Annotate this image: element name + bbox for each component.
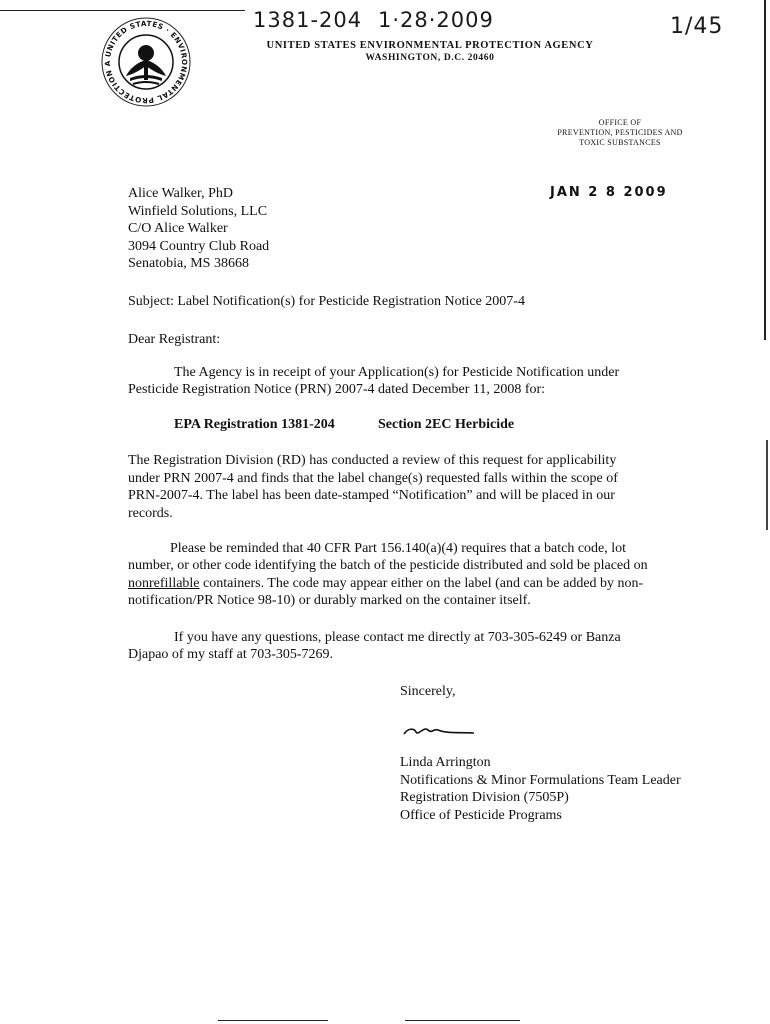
recipient-line: 3094 Country Club Road	[128, 238, 270, 254]
closing: Sincerely,	[400, 684, 456, 699]
paragraph-line: If you have any questions, please contact me directly at 703-305-6249 or Banza	[174, 630, 621, 645]
subject-line: Subject: Label Notification(s) for Pesticide Registration Notice 2007-4	[128, 294, 525, 309]
batch-code-paragraph	[128, 557, 648, 610]
epa-seal-logo	[100, 16, 192, 108]
agency-name: UNITED STATES ENVIRONMENTAL PROTECTION AGENCY	[266, 40, 594, 51]
handwritten-file-number: 1381-204	[253, 8, 363, 32]
paragraph-line: notification/PR Notice 98-10) or durably marked on the container itself.	[128, 593, 531, 608]
paragraph-line: The Agency is in receipt of your Application(s) for Pesticide Notification under	[174, 365, 620, 380]
scan-edge-line	[405, 1020, 520, 1021]
signer-title: Notifications & Minor Formulations Team Leader	[400, 772, 681, 788]
paragraph-line: Djapao of my staff at 703-305-7269.	[128, 647, 334, 662]
recipient-line: Winfield Solutions, LLC	[128, 203, 268, 219]
office-block	[520, 118, 720, 148]
recipient-address	[128, 185, 269, 273]
paragraph-line: records.	[128, 505, 173, 521]
office-line: PREVENTION, PESTICIDES AND	[557, 128, 683, 137]
product-name: Section 2EC Herbicide	[378, 417, 515, 432]
salutation: Dear Registrant:	[128, 332, 221, 347]
paragraph-text: containers. The code may appear either on the label (and can be added by non-	[199, 575, 644, 591]
registration-number: EPA Registration 1381-204	[174, 417, 335, 432]
paragraph-line: The Registration Division (RD) has conducted a review of this request for applicability	[128, 453, 617, 468]
paragraph-line: PRN-2007-4. The label has been date-stamped “Notification” and will be placed in our	[128, 488, 615, 503]
paragraph-line: under PRN 2007-4 and finds that the label change(s) requested falls within the scope of	[128, 470, 618, 486]
scan-edge-line	[766, 440, 768, 530]
paragraph-line: Pesticide Registration Notice (PRN) 2007-4 dated December 11, 2008 for:	[128, 382, 546, 397]
handwritten-signature	[398, 716, 478, 746]
scan-edge-line	[218, 1020, 328, 1021]
recipient-line: Alice Walker, PhD	[128, 186, 233, 201]
signature-block	[400, 754, 681, 824]
scan-edge-line	[764, 0, 766, 340]
paragraph-line: number, or other code identifying the batch of the pesticide distributed and sold be placed on	[128, 558, 648, 573]
office-line: TOXIC SUBSTANCES	[579, 138, 661, 147]
signer-office: Office of Pesticide Programs	[400, 807, 562, 823]
handwritten-date: 1·28·2009	[378, 8, 494, 32]
svg-text:UNITED STATES · ENVIRONMENTAL: UNITED STATES · ENVIRONMENTAL PROTECTION A	[102, 18, 190, 106]
recipient-line: Senatobia, MS 38668	[128, 256, 249, 271]
paragraph-line: Please be reminded that 40 CFR Part 156.140(a)(4) requires that a batch code, lot	[170, 541, 627, 556]
paragraph-line	[128, 575, 648, 593]
recipient-line: C/O Alice Walker	[128, 221, 228, 236]
signer-name: Linda Arrington	[400, 755, 491, 770]
office-line: OFFICE OF	[598, 118, 642, 127]
underlined-term: nonrefillable	[128, 575, 200, 591]
agency-address: WASHINGTON, D.C. 20460	[365, 53, 495, 63]
handwritten-page-mark: 1/45	[670, 14, 724, 39]
date-stamp: JAN 2 8 2009	[550, 185, 668, 200]
signer-division: Registration Division (7505P)	[400, 790, 569, 805]
scan-edge-line	[0, 10, 245, 11]
review-paragraph	[128, 452, 618, 522]
